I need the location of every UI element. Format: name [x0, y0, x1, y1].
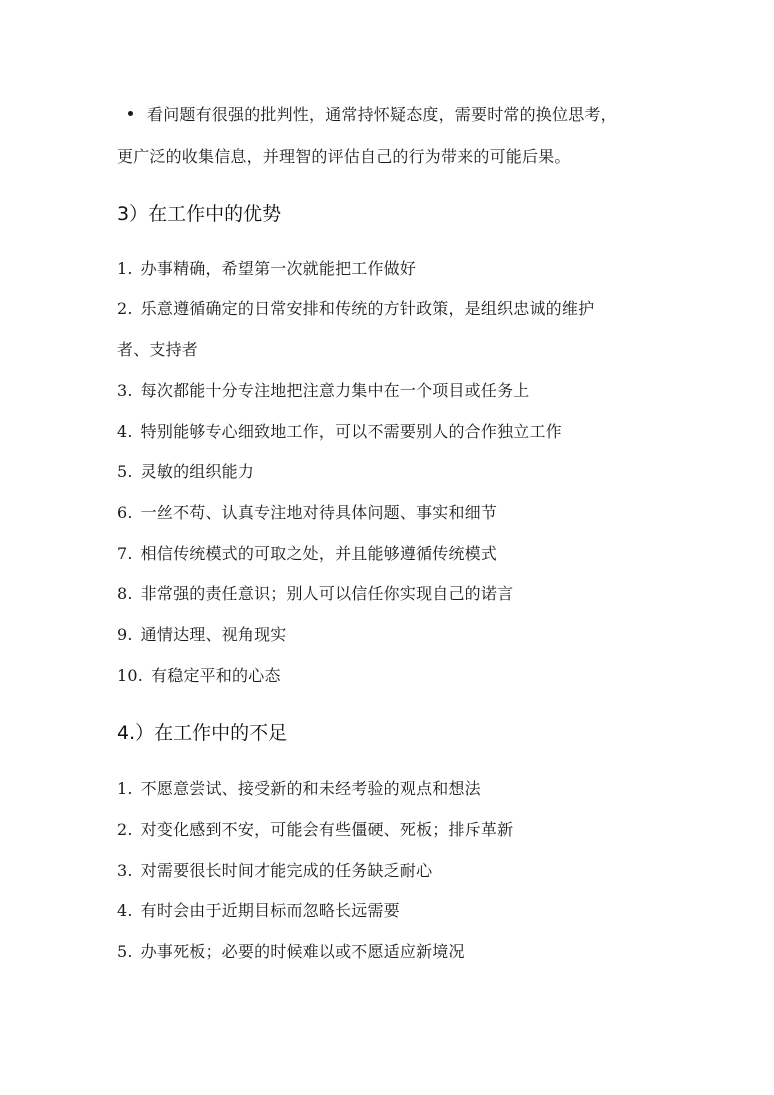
- list-item-text: 特别能够专心细致地工作，可以不需要别人的合作独立工作: [140, 422, 562, 441]
- list-item: [117, 380, 529, 402]
- list-item-number: 8.: [117, 584, 133, 603]
- list-item: [117, 543, 497, 565]
- list-item-text: 有时会由于近期目标而忽略长远需要: [140, 901, 400, 920]
- list-item-text: 非常强的责任意识；别人可以信任你实现自己的诺言: [140, 584, 514, 603]
- list-item: [117, 900, 400, 922]
- list-item-text: 相信传统模式的可取之处，并且能够遵循传统模式: [140, 544, 498, 563]
- list-item-number: 4.: [117, 422, 133, 441]
- list-item-text: 有稳定平和的心态: [151, 666, 281, 685]
- list-item: [117, 298, 594, 320]
- list-item-number: 2.: [117, 299, 133, 318]
- list-item-text: 通情达理、视角现实: [140, 625, 287, 644]
- list-item-text: 不愿意尝试、接受新的和未经考验的观点和想法: [140, 779, 481, 798]
- list-item: [117, 421, 562, 443]
- list-item-number: 3.: [117, 381, 133, 400]
- list-item-text: 办事死板；必要的时候难以或不愿适应新境况: [140, 942, 465, 961]
- list-item-number: 4.: [117, 901, 133, 920]
- section-heading-weaknesses: 4.）在工作中的不足: [117, 722, 288, 744]
- list-item: [117, 665, 281, 687]
- list-item-text: 灵敏的组织能力: [140, 462, 255, 481]
- list-item: [117, 624, 286, 646]
- list-item-number: 1.: [117, 259, 133, 278]
- list-item: [117, 461, 254, 483]
- list-item: [117, 258, 416, 280]
- list-item-text: 对变化感到不安，可能会有些僵硬、死板；排斥革新: [140, 820, 514, 839]
- list-item-continuation: 者、支持者: [117, 340, 199, 359]
- bullet-text-1: 看问题有很强的批判性，通常持怀疑态度，需要时常的换位思考，: [147, 105, 617, 124]
- list-item: [117, 941, 465, 963]
- bullet-line-2: 更广泛的收集信息，并理智的评估自己的行为带来的可能后果。: [117, 147, 571, 166]
- list-item-text: 对需要很长时间才能完成的任务缺乏耐心: [140, 861, 433, 880]
- list-item: [117, 860, 432, 882]
- list-item-text: 办事精确，希望第一次就能把工作做好: [140, 259, 417, 278]
- list-item: [117, 502, 497, 524]
- list-item-number: 5.: [117, 462, 133, 481]
- list-item: [117, 778, 481, 800]
- list-item: [117, 583, 513, 605]
- list-item-text: 一丝不苟、认真专注地对待具体问题、事实和细节: [140, 503, 498, 522]
- list-item-number: 7.: [117, 544, 133, 563]
- list-item-number: 6.: [117, 503, 133, 522]
- list-item: [117, 819, 513, 841]
- list-item-text: 乐意遵循确定的日常安排和传统的方针政策，是组织忠诚的维护: [140, 299, 595, 318]
- list-item-number: 2.: [117, 820, 133, 839]
- bullet-line-1: [120, 104, 617, 126]
- list-item-number: 3.: [117, 861, 133, 880]
- section-heading-strengths: 3）在工作中的优势: [117, 203, 282, 225]
- list-item-number: 1.: [117, 779, 133, 798]
- list-item-number: 9.: [117, 625, 133, 644]
- list-item-text: 每次都能十分专注地把注意力集中在一个项目或任务上: [140, 381, 530, 400]
- list-item-number: 5.: [117, 942, 133, 961]
- bullet-icon: [128, 111, 133, 116]
- list-item-number: 10.: [117, 666, 144, 685]
